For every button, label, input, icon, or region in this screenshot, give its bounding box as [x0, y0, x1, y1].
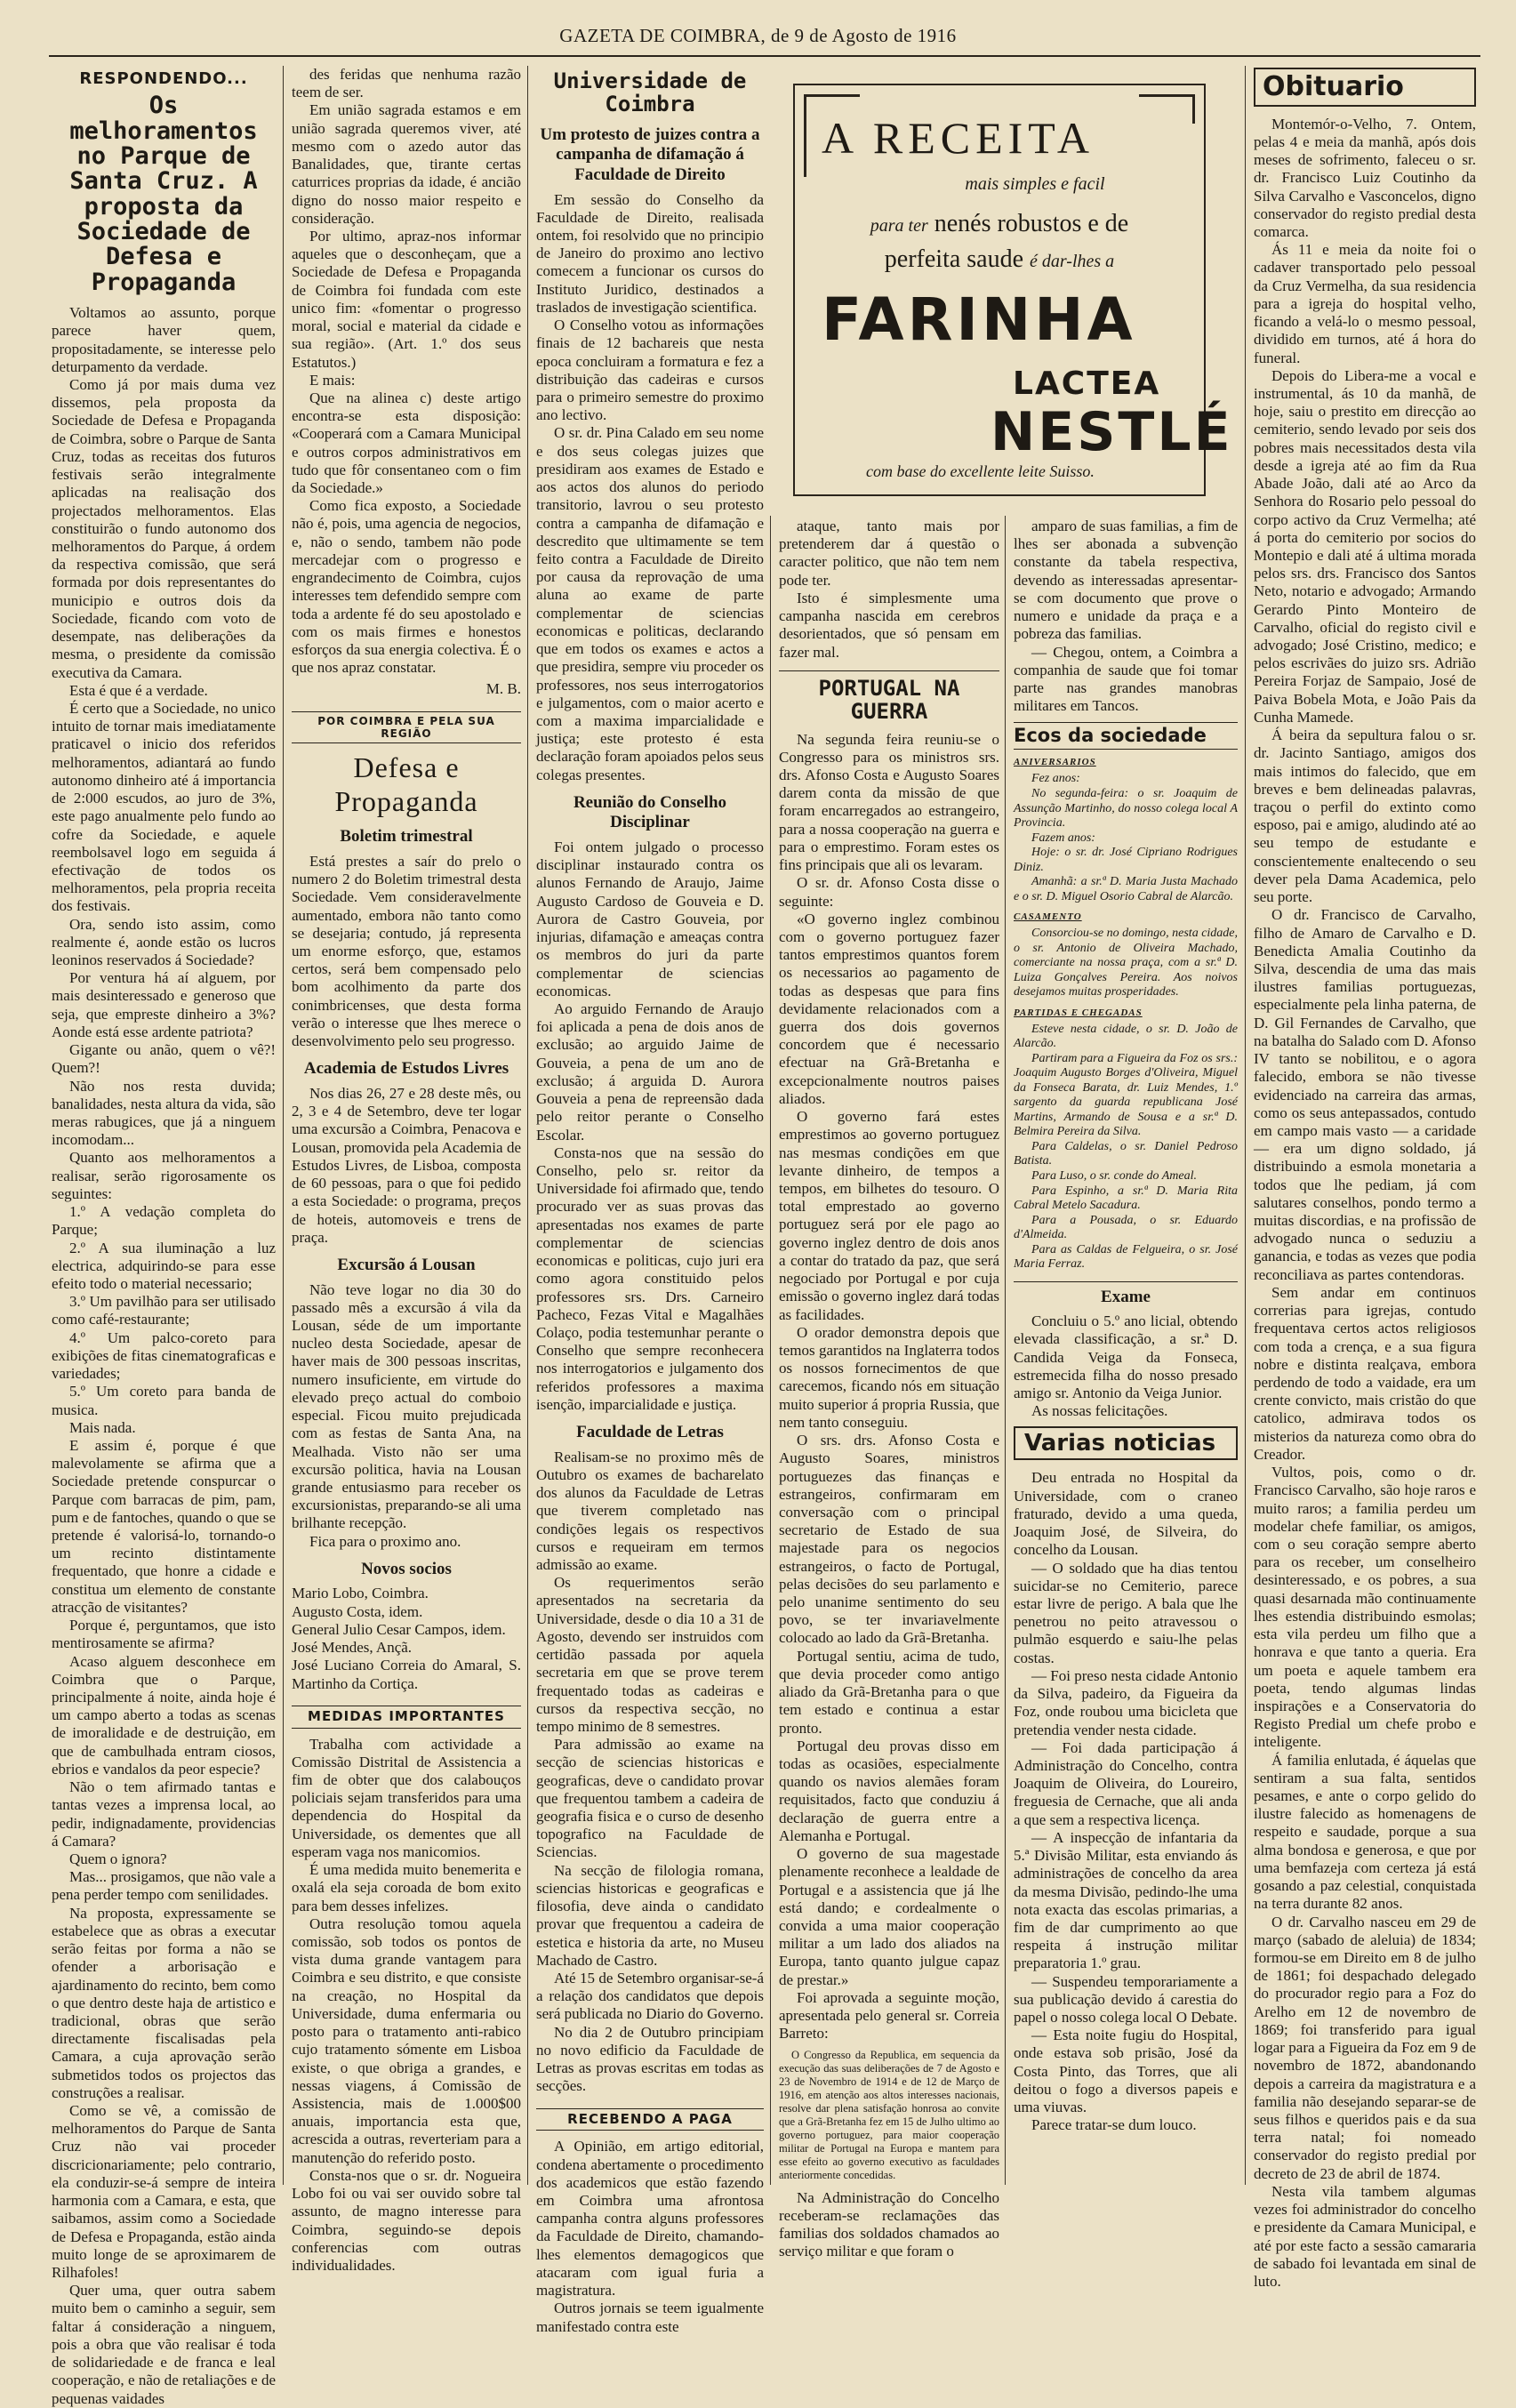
masthead: GAZETA DE COIMBRA, de 9 de Agosto de 1916 — [559, 25, 957, 46]
subheading: Exame — [1014, 1281, 1238, 1308]
subheading: Excursão á Lousan — [337, 1255, 476, 1274]
paragraph: Portugal deu provas disso em todas as ocasiões, especialmente quando os navios alemães foram requisitados, facto que conduziu á declaração de guerra entre a Alemanha e Portugal. — [779, 1737, 999, 1844]
paragraph: ataque, tanto mais por pretenderem dar á questão o caracter politico, que não tem nem pode ter. — [779, 518, 999, 589]
signature: M. B. — [485, 680, 521, 698]
article-body — [292, 66, 521, 677]
subheadline: Um protesto de juizes contra a campanha de difamação á Faculdade de Direito — [540, 124, 760, 184]
paragraph: 1.º A vedação completa do Parque; — [52, 1203, 276, 1239]
paragraph: Parece tratar-se dum louco. — [1031, 2116, 1197, 2134]
article-body — [1014, 518, 1238, 715]
paragraph: O dr. Carvalho nasceu em 29 de março (sabado de aleluia) de 1834; formou-se em Direito em 8 de julho de 1861; foi despachado delegado do procurador regio para a Foz do Arelho em 12 de novembro de 1869; foi transferido para igual logar para a Figueira da Foz em 9 de novembro de 1872, abandonando depois a carreira da magistratura e a familia não desejando separar-se de seus filhos e queridos pais e da sua terra natal; foi nomeado conservador do registo predial por decreto de 23 de abril de 1874. — [1254, 1913, 1476, 2182]
paragraph: — O soldado que ha dias tentou suicidar-se no Cemiterio, parece estar livre de perigo. A bala que lhe penetrou no peito atravessou o pulmão esquerdo e saiu-lhe pelas costas. — [1014, 1559, 1238, 1666]
paragraph: — Esta noite fugiu do Hospital, onde estava sob prisão, José da Costa Pinto, das Torres, que ali deitou o fogo a diversos papeis e uma viuvas. — [1014, 2027, 1238, 2116]
paragraph: Montemór-o-Velho, 7. Ontem, pelas 4 e meia da manhã, após dois meses de sofrimento, faleceu o sr. dr. Francisco Luiz Coutinho da Silva Carvalho e Vasconcelos, digno conservador do registo predial desta comarca. — [1254, 115, 1476, 240]
paragraph: Na secção de filologia romana, sciencias historicas e geograficas e filosofia, deve ainda o candidato provar que frequentou a cadeira de estetica e historia da arte, no Museu Machado de Castro. — [536, 1861, 764, 1969]
member-list — [292, 1585, 521, 1692]
paragraph: O dr. Francisco de Carvalho, filho de Amaro de Carvalho e D. Benedicta Amalia Coutinho da Silva, descendia de uma das mais ilustres familias portuguezas, especialmente pela linha paterna, de D. Gil Fernandes de Carvalho, que na batalha do Salado com D. Afonso IV tanto se nobilitou, e o agora falecido, embora se não tivesse evidenciado na carreira das armas, como os seus antepassados, contudo em campo mais vasto — a caridade — era um digno soldado, já distribuindo a esmola monetaria a todos que lhe pediam, já com salutares conselhos, pondo termo a muitas discordias, e na profissão de advogado nunca o seduziu a ganancia, e todas as vezes que podia reconciliava as partes contendoras. — [1254, 906, 1476, 1283]
paragraph: — Chegou, ontem, a Coimbra a companhia de saude que foi tomar parte nas grandes manobras militares em Tancos. — [1014, 643, 1238, 715]
paragraph: Como já por mais duma vez dissemos, pela proposta da Sociedade de Defesa e Propaganda de Coimbra, sobre o Parque de Santa Cruz, todas as receitas dos futuros festivais serão integralmente aplicadas na realisação dos projectados melhoramentos. Elas constituirão o fundo autonomo dos melhoramentos do Parque, á ordem da respectiva comissão, que será formada por dois representantes do municipio e outros dois da Sociedade, ficando com voto de desempate, nas deliberações da mesma, o presidente da comissão executiva da Camara. — [52, 376, 276, 681]
ad-line-suffix: é dar-lhes a — [1030, 252, 1115, 271]
subheading: Reunião do Conselho Disciplinar — [573, 792, 727, 832]
paragraph: Como fica exposto, a Sociedade não é, pois, uma agencia de negocios, e, não o sendo, tambem não pode mercadejar com o progresso e engrandecimento de Coimbra, cujos interesses tem defendido sempre com toda a ardente fé do seu apostolado e com os mais firmes e honestos esforços da sua energia colectiva. É o que nos apraz constatar. — [292, 497, 521, 677]
paragraph: Consta-nos que o sr. dr. Nogueira Lobo foi ou vai ser ouvido sobre tal assunto, de magno interesse para Coimbra, seguindo-se depois conferencias com outras individualidades. — [292, 2166, 521, 2274]
paragraph: Como se vê, a comissão de melhoramentos do Parque de Santa Cruz não vai proceder discricionariamente; pelo contrario, ela conduzir-se-á sempre de inteira harmonia com a Camara, e esta, que saibamos, assim como a Sociedade de Defesa e Propaganda, estão ainda muito longe de se aproximarem de Rilhafoles! — [52, 2102, 276, 2281]
ad-line — [795, 210, 1204, 238]
paragraph: Realisam-se no proximo mês de Outubro os exames de bacharelato dos alunos da Faculdade de Letras que tiverem completado nas condições legais os respectivos cursos e requeiram em termos admissão ao exame. — [536, 1448, 764, 1573]
paragraph: des feridas que nenhuma razão teem de ser. — [292, 66, 521, 101]
paragraph: 5.º Um coreto para banda de musica. — [52, 1383, 276, 1418]
travel-list — [1014, 1023, 1238, 1272]
article-body — [536, 2138, 764, 2335]
ad-line-main: perfeita saude — [884, 245, 1024, 273]
paragraph: Por ultimo, apraz-nos informar aqueles que o desconheçam, que a Sociedade de Defesa e Propaganda de Coimbra foi fundada com este unico fim: «fomentar o progresso moral, social e material da cidade e sua região». (Art. 1.º dos seus Estatutos.) — [292, 227, 521, 371]
paragraph: Quem o ignora? — [69, 1850, 167, 1867]
paragraph: Por ventura há aí alguem, por mais desinteressado e generoso que seja, que empreste dinheiro a 3%? Aonde está esse ardente patriota? — [52, 969, 276, 1040]
paragraph: Deu entrada no Hospital da Universidade, com o craneo fraturado, devido a uma queda, Joaquim José, de Silveira, do concelho da Lousan. — [1014, 1469, 1238, 1559]
paragraph: O governo de sua magestade plenamente reconhece a lealdade de Portugal e a assistencia que já lhe está dando; e cordealmente o convida a uma maior cooperação militar a um lado dos aliados na Europa, tanto quanto julgue capaz de prestar.» — [779, 1845, 999, 1988]
paragraph: E assim é, porque é que malevolamente se afirma que a Sociedade pretende conspurcar o Parque com barracas de pim, pam, pum e de fantoches, quando o que se pretende é valorisá-lo, tornando-o um recinto distintamente frequentado, que honre a cidade e constitua um elemento de constante atracção de visitantes? — [52, 1436, 276, 1616]
headline: Os melhoramentos no Parque de Santa Cruz. A proposta da Sociedade de Defesa e Propaganda — [69, 92, 258, 296]
ad-line-main: nenés robustos e de — [934, 210, 1129, 237]
paragraph: É uma medida muito benemerita e oxalá ela seja coroada de bom exito para bem desses infelizes. — [292, 1861, 521, 1914]
section-title: Varias noticias — [1014, 1426, 1238, 1461]
paragraph: — Foi preso nesta cidade Antonio da Silva, padeiro, da Figueira da Foz, onde roubou uma bicicleta que pretendia vender nesta cidade. — [1014, 1666, 1238, 1738]
column-divider — [1245, 66, 1246, 2185]
ad-line: mais simples e facil — [965, 174, 1105, 194]
list-item: Hoje: o sr. dr. José Cipriano Rodrigues Diniz. — [1014, 846, 1238, 874]
section-separator: RECEBENDO A PAGA — [536, 2108, 764, 2131]
paragraph: Trabalha com actividade a Comissão Distrital de Assistencia a fim de obter que dos calabouços policiais sejam transferidos para uma dependencia do Hospital da Universidade, os dementes que all esperam vaga nos manicomios. — [292, 1735, 521, 1860]
list-item: Amanhã: a sr.ª D. Maria Justa Machado e o sr. D. Miguel Osorio Cabral de Alarcão. — [1014, 875, 1238, 903]
paragraph: Até 15 de Setembro organisar-se-á a relação dos candidatos que depois será publicada no Diario do Governo. — [536, 1970, 764, 2023]
paragraph: Outros jornais se teem igualmente manifestado contra este — [536, 2300, 764, 2335]
motion-text: O Congresso da Republica, em sequencia da execução das suas deliberações de 7 de Agosto e 23 de Novembro de 1914 e de 12 de Março de 1916, em atenção aos altos interesses nacionais, resolve dar plena satisfação honrosa ao convite que a Grã-Bretanha fez em 15 de Julho ultimo ao governo portuguez, para maior cooperação militar de Portugal na Europa e mantem para esse efeito ao governo executivo as faculdades anteriormente concedidas. — [779, 2048, 999, 2181]
column-divider — [527, 66, 528, 2185]
paragraph: Esta é que é a verdade. — [69, 681, 208, 699]
paragraph: O Conselho votou as informações finais de 12 bachareis que nesta epoca concluiram a formatura e fez a distribuição das cadeiras e cursos para o primeiro semestre do proximo ano lectivo. — [536, 317, 764, 424]
paragraph: Nos dias 26, 27 e 28 deste mês, ou 2, 3 e 4 de Setembro, deve ter logar uma excursão a Coimbra, Penacova e Lousan, promovida pela Academia de Estudos Livres, de Lisboa, composta de 60 pessoas, para o que foi pedido a esta Sociedade: o programa, preços de hoteis, automoveis e trens de praça. — [292, 1084, 521, 1246]
paragraph: Ao arguido Fernando de Araujo foi aplicada a pena de dois anos de exclusão; ao arguido Jaime de Gouveia, a pena de um ano de exclusão; á arguida D. Aurora Gouveia a pena de repreensão dada pelo reitor perante o Conselho Escolar. — [536, 1000, 764, 1144]
paragraph: Á familia enlutada, é áquelas que sentiram a sua falta, sentidos pesames, e ante o corpo gelido do ilustre falecido as homenagens de respeito e saudade, porque a sua alma bondosa e generosa, e que por uma bemfazeja com certeza já está gosando a paz celestial, conquistada na terra durante 82 anos. — [1254, 1751, 1476, 1913]
subheading: Boletim trimestral — [340, 827, 473, 847]
paragraph: Mas... prosigamos, que não vale a pena perder tempo com senilidades. — [52, 1868, 276, 1904]
ad-title: A RECEITA — [822, 113, 1095, 163]
paragraph: O sr. dr. Afonso Costa disse o seguinte: — [779, 874, 999, 910]
paragraph: As nossas felicitações. — [1031, 1402, 1168, 1420]
paragraph: Mais nada. — [69, 1418, 136, 1436]
ad-ornament — [1139, 94, 1195, 124]
list-item: Para Espinho, a sr.ª D. Maria Rita Cabral Metelo Sacadura. — [1014, 1184, 1238, 1213]
ad-product-sub: LACTEA — [1013, 365, 1161, 402]
member-item: Mario Lobo, Coimbra. — [292, 1585, 429, 1602]
subsection-title: CASAMENTO — [1014, 911, 1082, 923]
paragraph: Fica para o proximo ano. — [309, 1532, 461, 1550]
paragraph: — Foi dada participação á Administração do Concelho, contra Joaquim de Oliveira, do Loureiro, freguesia de Cernache, que ali anda a que sem a respectiva licença. — [1014, 1738, 1238, 1828]
paragraph: Em união sagrada estamos e em união sagrada queremos viver, até mesmo com o azedo autor das Banalidades, que, tirante certas caturrices proprias da idade, é ancião digno do nosso maior respeito e consideração. — [292, 101, 521, 227]
kicker: RESPONDENDO... — [79, 69, 248, 88]
paragraph: amparo de suas familias, a fim de lhes ser abonada a subvenção constante da tabela respectiva, devendo as interessadas apresentar-se com documento que prove o numero e unidade da praça e a pobreza das familias. — [1014, 518, 1238, 643]
list-item: Esteve nesta cidade, o sr. D. João de Alarcão. — [1014, 1022, 1238, 1051]
paragraph: Concluiu o 5.º ano licial, obtendo elevada classificação, a sr.ª D. Candida Veiga da Fonseca, estremecida filha do nosso presado amigo sr. Antonio da Veiga Junior. — [1014, 1312, 1238, 1402]
paragraph: O srs. drs. Afonso Costa e Augusto Soares, ministros portuguezes das finanças e estrangeiros, confirmaram em conversação com o principal secretario de Estado de sua majestade para os negocios estrangeiros, o facto de Portugal, pelas decisões do seu parlamento e pelo unanime sentimento do seu povo, se ter invariavelmente colocado ao lado da Grã-Bretanha. — [779, 1432, 999, 1647]
column-divider — [770, 516, 771, 2185]
article-body — [536, 1449, 764, 2096]
column-3 — [536, 66, 764, 2335]
subheading: Novos socios — [361, 1559, 452, 1578]
paragraph: Consta-nos que na sessão do Conselho, pelo sr. reitor da Universidade foi afirmado que, tendo procurado ver as suas provas das apresentadas nos exames de parte complementar de sciencias economicas e politicas, cujo juri era como agora constituido pelos professores srs. Drs. Carneiro Pacheco, Fezas Vital e Magalhães Colaço, podia testemunhar perante o Conselho que sempre reconhecera nos interrogatorios e julgamento dos referidos professores a maxima isenção, imparcialidade e justiça. — [536, 1144, 764, 1413]
section-title: Defesa e Propaganda — [334, 751, 478, 818]
paragraph: Voltamos ao assunto, porque parece haver quem, propositadamente, se interesse pelo deturpamento da verdade. — [52, 304, 276, 375]
paragraph: — Suspendeu temporariamente a sua publicação devido á carestia do papel o nosso colega local O Debate. — [1014, 1972, 1238, 2027]
paragraph: Para admissão ao exame na secção de sciencias historicas e geograficas, deve o candidato provar que frequentou tambem a cadeira de geografia fisica e o curso de desenho topografico na Faculdade de Sciencias. — [536, 1736, 764, 1861]
paragraph: Gigante ou anão, quem o vê?! Quem?! — [52, 1041, 276, 1077]
list-item: Para Caldelas, o sr. Daniel Pedroso Batista. — [1014, 1139, 1238, 1168]
paragraph: Em sessão do Conselho da Faculdade de Direito, realisada ontem, foi resolvido que no principio de Janeiro do proximo ano lectivo comecem a funcionar os cursos do Instituto Juridico, destinados a traslados de investigação scientifica. — [536, 190, 764, 316]
paragraph: Está prestes a saír do prelo o numero 2 do Boletim trimestral desta Sociedade. Vem consideravelmente aumentado, embora não tanto como se desejaria; contudo, já representa um enorme esforço, que, estamos certos, será bem compensado pelo bom acolhimento da parte dos conimbricenses, que desta forma verão o interesse que lhes merece o desenvolvimento pelo seu progresso. — [292, 852, 521, 1050]
paragraph: A Opinião, em artigo editorial, condena abertamente o procedimento dos academicos que estão fazendo em Coimbra uma afrontosa campanha contra alguns professores da Faculdade de Direito, chamando-lhes elementos demagogicos que atacaram com igual furia a magistratura. — [536, 2138, 764, 2300]
paragraph: Portugal sentiu, acima de tudo, que devia proceder como antigo aliado da Grã-Bretanha para o que tem estado e continua a estar pronto. — [779, 1647, 999, 1737]
ad-brand: NESTLÉ — [991, 401, 1233, 463]
paragraph: Ás 11 e meia da noite foi o cadaver transportado pelo pessoal da Cruz Vermelha, da sua residencia para a igreja do hospital velho, ficando a velá-lo o mesmo pessoal, dividido em turnos, até á hora do funeral. — [1254, 241, 1476, 366]
paragraph: É certo que a Sociedade, no unico intuito de tornar mais imediatamente praticavel o inicio dos referidos melhoramentos, adiantará ao fundo autonomo dinheiro até á importancia de 2:000 escudos, ao juro de 3%, este pago anualmente pelo fundo ao cofre da Sociedade, e aquele reembolsavel logo em seguida á efectivação de todos os melhoramentos, pela propria receita dos festivais. — [52, 699, 276, 915]
paragraph: Que na alinea c) deste artigo encontra-se esta disposição: «Cooperará com a Camara Municipal e outros corpos administrativos em tudo que fôr consentaneo com o fim da Sociedade.» — [292, 389, 521, 497]
list-item: No segunda-feira: o sr. Joaquim de Assunção Martinho, do nosso colega local A Provincia. — [1014, 786, 1238, 831]
subsection-title: PARTIDAS E CHEGADAS — [1014, 1007, 1143, 1018]
column-6 — [1254, 66, 1476, 2290]
section-separator: POR COIMBRA E PELA SUA REGIÃO — [292, 711, 521, 744]
masthead-rule — [49, 55, 1480, 57]
paragraph: O orador demonstra depois que temos garantidos na Inglaterra todos os nossos fornecimentos de que carecemos, ficando nós em situação muito superior á propria Russia, que nem tanto conseguiu. — [779, 1323, 999, 1431]
paragraph: Ora, sendo isto assim, como realmente é, aonde estão os lucros leoninos reservados á Sociedade? — [52, 915, 276, 969]
column-2 — [292, 66, 521, 2274]
paragraph: Á beira da sepultura falou o sr. dr. Jacinto Santiago, amigos dos mais intimos do falecido, que em breves e bem delineadas palavras, traçou o perfil do extinto como esposo, pai e amigo, aludindo até ao seu tempo de estudante e conscientemente enaltecendo o seu dever pela Dama Academica, pelo seu porte. — [1254, 726, 1476, 906]
article-body — [1014, 1469, 1238, 2134]
headline: PORTUGAL NA GUERRA — [779, 670, 999, 724]
paragraph: Isto é simplesmente uma campanha nascida em cerebros desorientados, que só pensam em fazer mal. — [779, 589, 999, 661]
paragraph: Não o tem afirmado tantas e tantas vezes a imprensa local, ao pedir, indignadamente, providencias á Camara? — [52, 1778, 276, 1850]
paragraph: «O governo inglez combinou com o governo portuguez fazer tantos emprestimos quantos forem os necessarios ao pagamento de todas as despesas que para fins devidamente relacionados com a guerra dos dois governos concordem que é necessario efectuar na Grã-Bretanha e excepcionalmente noutros paises aliados. — [779, 910, 999, 1107]
article-body — [52, 304, 276, 2408]
paragraph: Não teve logar no dia 30 do passado mês a excursão á vila da Lousan, séde de um importante nucleo desta Sociedade, apesar de haver mais de 300 pessoas inscritas, numero insuficiente, em virtude do elevado preço actual do comboio especial. Ficou muito prejudicada com as festas de Santa Ana, na Mealhada. Visto não ser uma excursão politica, havia na Lousan grande entusiasmo para receber os excursionistas, preparando-se ali uma brilhante recepção. — [292, 1280, 521, 1532]
paragraph: Nesta vila tambem algumas vezes foi administrador do concelho e presidente da Camara Municipal, e até por este facto a sessão camararia de sabado foi levantada em sinal de luto. — [1254, 2182, 1476, 2290]
paragraph: Os requerimentos serão apresentados na secretaria da Universidade, desde o dia 10 a 31 de Agosto, devendo ser instruidos com certidão passada por aquela secretaria em que se prove terem frequentado todas as cadeiras e cursos da respectiva secção, no tempo minimo de 8 semestres. — [536, 1574, 764, 1735]
paragraph: Consorciou-se no domingo, nesta cidade, o sr. Antonio de Oliveira Machado, comerciante na nossa praça, com a sr.ª D. Luiza Gonçalves Pereira. Aos noivos desejamos muitas prosperidades. — [1014, 927, 1239, 999]
paragraph: Foi ontem julgado o processo disciplinar instaurado contra os alunos Fernando de Araujo, Jaime Augusto Cardoso de Gouveia e D. Aurora de Castro Gouveia, por injurias, difamação e ameaças contra os membros do juri da parte complementar de sciencias economicas. — [536, 839, 764, 999]
column-divider — [1005, 516, 1006, 2185]
subheading: Faculdade de Letras — [576, 1423, 724, 1442]
list-item: Para a Pousada, o sr. Eduardo d'Almeida. — [1014, 1213, 1238, 1242]
paragraph: Vultos, pois, como o dr. Francisco Carvalho, são hoje raros e muito raros; a familia perdeu um modelar chefe familiar, os amigos, com o seu coração sempre aberto para os receber, um conselheiro desinteressado, e os pobres, a sua quasi desarnada mão continuamente lhes estendia distribuindo esmolas; esta vila perdeu um filho que a honrava e que tanto a queria. Era um poeta e aquele tambem era poeta, tendo algumas lindas inspirações e a Conservatoria do Registo Predial um chefe probo e inteligente. — [1254, 1464, 1476, 1751]
paragraph: Porque é, perguntamos, que isto mentirosamente se afirma? — [52, 1617, 276, 1652]
article-body — [1254, 116, 1476, 2291]
paragraph: Não nos resta duvida; banalidades, nesta altura da vida, são meras rabugices, que já a ninguem incomodam... — [52, 1077, 276, 1149]
paragraph: Depois do Libera-me a vocal e instrumental, ás 10 da manhã, de hoje, saiu o prestito em direcção ao cemiterio, sendo levado por seis dos pobres mais necessitados desta vila desde a igreja até ao fim da Rua Abade João, dali até ao Arco da Senhora do Rosario pelo pessoal do corpo activo da Cruz Vermelha; até á porta do cemiterio por socios do Montepio e dali até á ultima morada pelos srs. drs. Francisco dos Santos Neto, notario e advogado; Armando Gerardo Pinto Monteiro de Carvalho, oficial do registo civil e advogado; José Cristino, medico; e pelos escrivães do juizo srs. Adrião Pereira Forjaz de Sampaio, José de Paiva Bobela Mota, e João Pais da Cunha Mamede. — [1254, 366, 1476, 726]
paragraph: 3.º Um pavilhão para ser utilisado como café-restaurante; — [52, 1293, 276, 1328]
ad-tagline: com base do excellente leite Suisso. — [866, 462, 1095, 480]
column-4 — [779, 518, 999, 2260]
section-title: Ecos da sociedade — [1014, 722, 1238, 750]
member-item: Augusto Costa, idem. — [292, 1602, 423, 1620]
list-item: Partiram para a Figueira da Foz os srs.: Joaquim Augusto Borges d'Oliveira, Miguel da Fonseca Barata, dr. Luiz Mendes, 1.º sargento da guarda republicana José Martins, Armando de Sousa e a sr.ª D. Belmira Pereira da Silva. — [1014, 1051, 1238, 1139]
paragraph: — A inspecção de infantaria da 5.ª Divisão Militar, esta enviando ás administrações de concelho da area da mesma Divisão, pedindo-lhe uma nota exacta das escolas primarias, a fim de dar cumprimento ao que respeita á instrução militar preparatoria 1.º grau. — [1014, 1828, 1238, 1972]
paragraph: Na Administração do Concelho receberam-se reclamações das familias dos soldados chamados ao serviço militar e que foram o — [779, 2188, 999, 2260]
list-item: Fez anos: — [1031, 772, 1080, 786]
paragraph: 2.º A sua iluminação a luz electrica, adquirindo-se para esse efeito todo o material necessario; — [52, 1239, 276, 1292]
member-item: José Luciano Correia do Amaral, S. Martinho da Cortiça. — [292, 1657, 521, 1692]
article-body — [779, 518, 999, 662]
paragraph: 4.º Um palco-coreto para exibições de fitas cinematograficas e variedades; — [52, 1328, 276, 1383]
paragraph: No dia 2 de Outubro principiam no novo edificio da Faculdade de Letras as provas escritas em todas as secções. — [536, 2023, 764, 2095]
column-divider — [283, 66, 284, 2185]
ad-line — [795, 245, 1204, 274]
list-item: Para as Caldas de Felgueira, o sr. José Maria Ferraz. — [1014, 1242, 1238, 1272]
nestle-advertisement — [793, 84, 1233, 496]
column-1 — [52, 66, 276, 2407]
paragraph: Outra resolução tomou aquela comissão, sob todos os pontos de vista duma grande vantagem para Coimbra e seu distrito, e que consiste na creação, no Hospital da Universidade, duma enfermaria ou posto para o tratamento anti-rabico cujo tratamento sómente em Lisboa existe, o que obriga a grandes, e nessas viagens, á Comissão de Assistencia, mais de 1.000$00 anuais, importancia esta que, acrescida a outras, reverteriam para a manutenção do referido posto. — [292, 1914, 521, 2166]
birthday-list — [1014, 772, 1238, 904]
article-body — [779, 731, 999, 2043]
paragraph: E mais: — [309, 371, 356, 389]
list-item: Para Luso, o sr. conde do Ameal. — [1031, 1169, 1198, 1183]
section-separator: MEDIDAS IMPORTANTES — [292, 1706, 521, 1729]
paragraph: O governo fará estes emprestimos ao governo portuguez nas mesmas condições em que levante dinheiro, de tempos a tempos, em bilhetes do tesouro. O total emprestado ao governo portuguez será por ele pago ao governo inglez dentro de dois anos a contar do tratado da paz, que será negociado por Portugal e por cuja emissão o governo inglez dará todas as facilidades. — [779, 1108, 999, 1323]
article-body — [292, 1736, 521, 2276]
paragraph: Sem andar em continuos correrias para igrejas, contudo frequentava certos actos religiosos com toda a crença, e a sua figura nobre e distinta realçava, embora perdendo de todo a vaidade, era um crente convicto, mais cristão do que catolico, admirava todos os misterios da natureza como obra do Creador. — [1254, 1283, 1476, 1463]
paragraph: Acaso alguem desconhece em Coimbra que o Parque, principalmente á noite, ainda hoje é um campo aberto a todas as scenas de imoralidade e de destruição, em que de cambulhada entram ciosos, ebrios e vandalos da peor especie? — [52, 1652, 276, 1778]
paragraph: O sr. dr. Pina Calado em seu nome e dos seus colegas juizes que presidiram aos exames de Estado e aos actos dos alunos do periodo transitorio, lavrou o seu protesto contra a campanha de difamação e descredito que ultimamente se tem feito contra a Faculdade de Direito por causa da reprovação de uma aluna ao exame de parte complementar de sciencias economicas e politicas, declarando que em todos os exames e actos a que presidira, sempre viu proceder os professores, nos seus interrogatorios e julgamentos, com o maior acerto e com a maxima imparcialidade e justiça; este protesto é esta declaração foram apoiados pelos seus colegas presentes. — [536, 424, 764, 783]
article-body — [536, 191, 764, 784]
ad-product: FARINHA — [822, 285, 1136, 354]
section-title: Obituario — [1254, 68, 1476, 107]
ad-line-prefix: para ter — [870, 216, 928, 236]
subheading: Academia de Estudos Livres — [303, 1059, 509, 1079]
member-item: General Julio Cesar Campos, idem. — [292, 1620, 506, 1638]
subsection-title: ANIVERSARIOS — [1014, 757, 1096, 768]
member-item: José Mendes, Ançã. — [292, 1639, 413, 1657]
paragraph: Quer uma, quer outra sabem muito bem o caminho a seguir, sem faltar á consideração a ninguem, pois a obra que vão realisar é toda de solidariedade e de franca e leal cooperação, e não de retaliações e de pequenas vaidades — [52, 2282, 276, 2407]
paragraph: Na segunda feira reuniu-se o Congresso para os ministros srs. drs. Afonso Costa e Augusto Soares darem conta da missão de que foram encarregados ao estrangeiro, para a nossa cooperação na guerra e para o emprestimo. Foram estes os fins principais que ali os levaram. — [779, 730, 999, 874]
paragraph: Foi aprovada a seguinte moção, apresentada pelo general sr. Correia Barreto: — [779, 1988, 999, 2043]
paragraph: Quanto aos melhoramentos a realisar, serão rigorosamente os seguintes: — [52, 1149, 276, 1202]
list-item: Fazem anos: — [1031, 831, 1095, 845]
paragraph: Na proposta, expressamente se estabelece que as obras a executar serão feitas por forma a não se ofender a arborisação e ajardinamento do recinto, bem como o que dentro deste haja de artistico e tradicional, obras que serão directamente fiscalisadas pela Camara, a cuja aprovação serão submetidos todos os projectos das construções a realisar. — [52, 1904, 276, 2101]
column-5 — [1014, 518, 1238, 2185]
article-body — [536, 839, 764, 1414]
headline: Universidade de Coimbra — [553, 68, 747, 117]
